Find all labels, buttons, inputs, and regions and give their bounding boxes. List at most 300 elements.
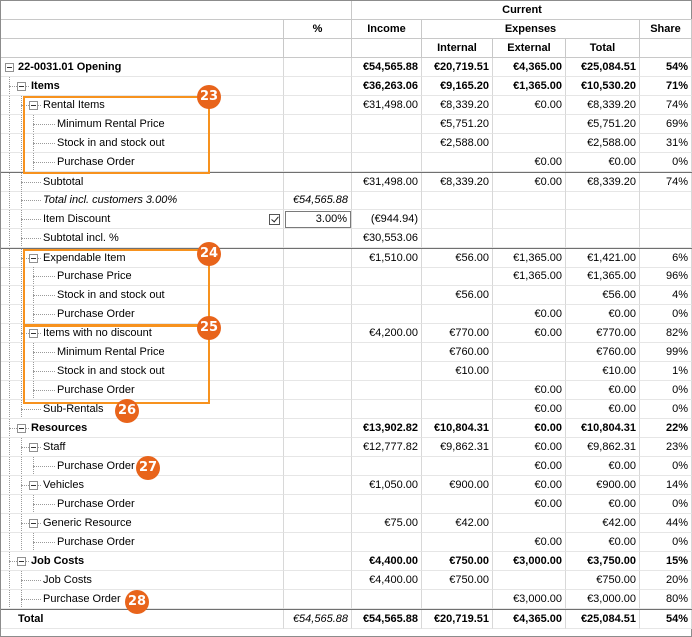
table-row[interactable] [1,286,692,305]
row-name-cell [1,571,284,590]
row-internal-cell: €9,862.31 [422,438,493,457]
callout-number-badge: 23 [197,85,221,109]
tree-guide-line [9,457,10,476]
row-total-cell: €0.00 [566,381,640,400]
row-name-cell [1,210,284,229]
row-external-cell: €4,365.00 [493,58,566,77]
row-internal-cell [422,229,493,248]
row-income-cell [352,134,422,153]
header-blank [352,39,422,58]
row-total-cell: €0.00 [566,153,640,172]
row-label: Purchase Order [43,593,121,605]
row-internal-cell: €2,588.00 [422,134,493,153]
row-pct-cell [284,343,352,362]
discount-percent-input[interactable]: 3.00% [285,211,351,228]
row-total-cell: €9,862.31 [566,438,640,457]
row-internal-cell: €8,339.20 [422,173,493,192]
row-label: Items with no discount [43,327,152,339]
row-external-cell [493,115,566,134]
row-label: Subtotal [43,176,84,188]
tree-guide-line [21,238,41,239]
table-row[interactable] [1,590,692,609]
row-income-cell [352,400,422,419]
table-row[interactable] [1,495,692,514]
tree-guide-line [33,466,55,467]
table-row[interactable] [1,324,692,343]
table-row[interactable] [1,381,692,400]
row-share-cell [640,191,692,210]
tree-guide-line [33,352,55,353]
row-label: Purchase Order [57,156,135,168]
row-name-cell [1,191,284,210]
row-label: Purchase Order [57,536,135,548]
row-income-cell: €36,263.06 [352,77,422,96]
row-income-cell: €4,400.00 [352,571,422,590]
row-pct-cell [284,362,352,381]
collapse-toggle-icon[interactable] [29,443,38,452]
table-row[interactable] [1,153,692,172]
row-total-cell: €25,084.51 [566,58,640,77]
row-pct-cell [284,210,352,229]
row-name-cell [1,381,284,400]
tree-guide-line [21,362,22,381]
row-name-cell [1,305,284,324]
tree-guide-line [9,153,10,172]
tree-guide-line [9,191,10,210]
row-label: Stock in and stock out [57,365,165,377]
tree-guide-line [21,381,22,400]
table-row[interactable] [1,571,692,590]
row-name-cell [1,173,284,192]
row-pct-cell [284,96,352,115]
row-income-cell: €54,565.88 [352,610,422,629]
row-income-cell [352,381,422,400]
collapse-toggle-icon[interactable] [29,481,38,490]
row-share-cell: 69% [640,115,692,134]
row-internal-cell [422,400,493,419]
row-pct-cell [284,267,352,286]
row-share-cell: 14% [640,476,692,495]
row-external-cell: €0.00 [493,400,566,419]
table-row[interactable] [1,191,692,210]
callout-number-badge: 24 [197,242,221,266]
tree-guide-line [9,305,10,324]
row-external-cell: €0.00 [493,438,566,457]
row-internal-cell: €900.00 [422,476,493,495]
row-internal-cell [422,590,493,609]
row-name-cell [1,552,284,571]
row-internal-cell: €10.00 [422,362,493,381]
tree-guide-line [33,371,55,372]
row-name-cell [1,267,284,286]
callout-number-badge: 25 [197,316,221,340]
row-label: Minimum Rental Price [57,118,165,130]
row-pct-cell [284,153,352,172]
tree-guide-line [21,182,41,183]
row-share-cell: 31% [640,134,692,153]
tree-guide-line [33,504,55,505]
tree-guide-line [33,162,55,163]
row-external-cell [493,210,566,229]
row-total-cell: €3,750.00 [566,552,640,571]
tree-guide-line [9,571,10,590]
tree-guide-line [21,495,22,514]
table-row[interactable] [1,552,692,571]
row-label: Total incl. customers 3.00% [43,194,178,206]
row-share-cell: 99% [640,343,692,362]
table-row[interactable] [1,248,692,268]
row-income-cell: €54,565.88 [352,58,422,77]
tree-guide-line [9,115,10,134]
row-external-cell: €4,365.00 [493,610,566,629]
table-row[interactable] [1,343,692,362]
row-pct-cell [284,115,352,134]
row-internal-cell: €20,719.51 [422,58,493,77]
collapse-toggle-icon[interactable] [17,82,26,91]
row-name-cell [1,438,284,457]
row-name-cell [1,153,284,172]
row-label: Items [31,80,60,92]
tree-guide-line [9,400,10,419]
row-internal-cell: €10,804.31 [422,419,493,438]
row-internal-cell: €770.00 [422,324,493,343]
row-share-cell: 0% [640,400,692,419]
tree-guide-line [9,590,10,609]
tree-guide-line [9,476,10,495]
row-external-cell [493,134,566,153]
row-label: Resources [31,422,88,434]
collapse-toggle-icon[interactable] [29,329,38,338]
tree-guide-line [9,229,10,248]
row-share-cell: 74% [640,96,692,115]
tree-guide-line [9,210,10,229]
row-total-cell [566,229,640,248]
header-row-group [1,1,692,20]
row-internal-cell: €5,751.20 [422,115,493,134]
row-share-cell: 0% [640,533,692,552]
row-total-cell: €760.00 [566,343,640,362]
header-external[interactable]: External [493,39,566,58]
tree-guide-line [33,390,55,391]
row-name-cell [1,249,284,268]
header-blank [1,39,284,58]
row-label: Rental Items [43,99,105,111]
callout-number-badge: 26 [115,399,139,423]
table-row[interactable] [1,419,692,438]
header-row-subcolumns [1,39,692,58]
row-pct-cell: €54,565.88 [284,610,352,629]
header-pct[interactable]: % [284,20,352,39]
table-row[interactable] [1,229,692,248]
row-internal-cell: €760.00 [422,343,493,362]
row-label: Minimum Rental Price [57,346,165,358]
row-internal-cell [422,457,493,476]
table-row[interactable] [1,476,692,495]
callout-number-badge: 27 [136,456,160,480]
row-share-cell [640,210,692,229]
row-external-cell: €0.00 [493,381,566,400]
row-income-cell: €12,777.82 [352,438,422,457]
row-external-cell [493,286,566,305]
row-total-cell [566,191,640,210]
row-label: Sub-Rentals [43,403,104,415]
row-label: Purchase Order [57,460,135,472]
row-share-cell: 20% [640,571,692,590]
row-total-cell: €8,339.20 [566,96,640,115]
tree-guide-line [21,115,22,134]
table-row[interactable] [1,305,692,324]
row-total-cell: €770.00 [566,324,640,343]
table-row[interactable] [1,210,692,229]
tree-guide-line [33,276,55,277]
row-income-cell [352,590,422,609]
tree-guide-line [9,134,10,153]
row-external-cell: €1,365.00 [493,249,566,268]
row-income-cell: (€944.94) [352,210,422,229]
tree-guide-line [9,286,10,305]
row-external-cell: €1,365.00 [493,267,566,286]
row-external-cell: €0.00 [493,419,566,438]
table-row[interactable] [1,58,692,77]
row-pct-cell [284,476,352,495]
table-row[interactable] [1,362,692,381]
tree-guide-line [21,409,41,410]
row-income-cell: €1,510.00 [352,249,422,268]
tree-guide-line [33,295,55,296]
tree-guide-line [21,580,41,581]
row-income-cell: €4,400.00 [352,552,422,571]
row-share-cell: 74% [640,173,692,192]
tree-guide-line [9,267,10,286]
row-income-cell [352,286,422,305]
row-external-cell: €0.00 [493,533,566,552]
row-name-cell [1,362,284,381]
row-share-cell: 80% [640,590,692,609]
row-share-cell: 0% [640,495,692,514]
row-income-cell [352,267,422,286]
row-income-cell [352,495,422,514]
table-row[interactable] [1,267,692,286]
row-name-cell [1,77,284,96]
tree-guide-line [9,514,10,533]
row-external-cell: €0.00 [493,96,566,115]
row-external-cell [493,229,566,248]
row-share-cell: 0% [640,305,692,324]
row-external-cell: €1,365.00 [493,77,566,96]
row-total-cell [566,210,640,229]
table-row[interactable] [1,115,692,134]
row-share-cell: 0% [640,381,692,400]
row-total-cell: €10,530.20 [566,77,640,96]
row-total-cell: €8,339.20 [566,173,640,192]
header-internal[interactable]: Internal [422,39,493,58]
tree-guide-line [21,286,22,305]
row-total-cell: €42.00 [566,514,640,533]
table-row[interactable] [1,514,692,533]
row-pct-cell [284,457,352,476]
row-label: Job Costs [31,555,85,567]
row-label: Stock in and stock out [57,289,165,301]
row-label: Job Costs [43,574,92,586]
table-row[interactable] [1,533,692,552]
table-row[interactable] [1,457,692,476]
row-name-cell [1,343,284,362]
tree-guide-line [21,305,22,324]
row-total-cell: €1,365.00 [566,267,640,286]
row-income-cell [352,305,422,324]
table-row[interactable] [1,609,692,629]
row-name-cell [1,134,284,153]
row-external-cell [493,362,566,381]
row-internal-cell [422,267,493,286]
row-share-cell: 0% [640,153,692,172]
row-internal-cell: €20,719.51 [422,610,493,629]
row-name-cell [1,495,284,514]
collapse-toggle-icon[interactable] [17,557,26,566]
row-label: 22-0031.01 Opening [18,61,122,73]
tree-guide-line [33,124,55,125]
table-row[interactable] [1,77,692,96]
row-label: Subtotal incl. % [43,232,119,244]
row-internal-cell: €750.00 [422,571,493,590]
row-label: Staff [43,441,66,453]
row-pct-cell [284,249,352,268]
tree-guide-line [21,343,22,362]
row-share-cell: 6% [640,249,692,268]
row-external-cell: €0.00 [493,153,566,172]
row-share-cell: 71% [640,77,692,96]
tree-guide-line [33,314,55,315]
tree-guide-line [21,134,22,153]
header-share[interactable]: Share [640,20,692,39]
row-pct-cell [284,77,352,96]
discount-checkbox[interactable] [269,214,280,225]
row-share-cell: 54% [640,58,692,77]
row-share-cell: 15% [640,552,692,571]
row-pct-cell [284,305,352,324]
row-name-cell [1,58,284,77]
row-income-cell: €31,498.00 [352,96,422,115]
header-blank [640,39,692,58]
row-name-cell [1,115,284,134]
row-share-cell: 0% [640,457,692,476]
row-external-cell: €3,000.00 [493,590,566,609]
tree-guide-line [33,143,55,144]
row-name-cell [1,514,284,533]
collapse-toggle-icon[interactable] [29,254,38,263]
row-internal-cell: €750.00 [422,552,493,571]
row-label: Purchase Order [57,308,135,320]
tree-guide-line [9,324,10,343]
tree-guide-line [21,267,22,286]
header-income[interactable]: Income [352,20,422,39]
header-total[interactable]: Total [566,39,640,58]
collapse-toggle-icon[interactable] [5,63,14,72]
table-row[interactable] [1,400,692,419]
row-total-cell: €750.00 [566,571,640,590]
row-external-cell: €0.00 [493,457,566,476]
row-pct-cell [284,552,352,571]
row-external-cell: €0.00 [493,173,566,192]
row-pct-cell [284,324,352,343]
table-row[interactable] [1,172,692,192]
row-income-cell [352,191,422,210]
row-share-cell: 44% [640,514,692,533]
row-internal-cell [422,495,493,514]
row-total-cell: €56.00 [566,286,640,305]
row-label: Total [18,613,44,625]
row-internal-cell [422,381,493,400]
row-internal-cell: €8,339.20 [422,96,493,115]
collapse-toggle-icon[interactable] [29,101,38,110]
tree-guide-line [9,343,10,362]
row-name-cell [1,533,284,552]
row-pct-cell [284,533,352,552]
row-income-cell: €1,050.00 [352,476,422,495]
row-pct-cell [284,286,352,305]
row-label: Purchase Order [57,384,135,396]
row-internal-cell [422,305,493,324]
tree-guide-line [33,542,55,543]
row-income-cell [352,343,422,362]
row-external-cell: €0.00 [493,324,566,343]
row-share-cell: 54% [640,610,692,629]
row-internal-cell [422,153,493,172]
collapse-toggle-icon[interactable] [17,424,26,433]
tree-guide-line [9,438,10,457]
row-total-cell: €0.00 [566,533,640,552]
row-total-cell: €0.00 [566,457,640,476]
row-share-cell: 82% [640,324,692,343]
row-income-cell: €4,200.00 [352,324,422,343]
header-blank [284,39,352,58]
row-pct-cell [284,381,352,400]
row-share-cell [640,229,692,248]
row-internal-cell [422,210,493,229]
row-total-cell: €0.00 [566,305,640,324]
row-share-cell: 22% [640,419,692,438]
row-internal-cell: €56.00 [422,286,493,305]
collapse-toggle-icon[interactable] [29,519,38,528]
row-income-cell [352,362,422,381]
tree-guide-line [21,219,41,220]
table-row[interactable] [1,96,692,115]
row-income-cell: €31,498.00 [352,173,422,192]
row-total-cell: €10,804.31 [566,419,640,438]
tree-guide-line [21,200,41,201]
row-total-cell: €0.00 [566,400,640,419]
tree-guide-line [9,362,10,381]
row-internal-cell: €56.00 [422,249,493,268]
table-row[interactable] [1,134,692,153]
row-pct-cell [284,400,352,419]
row-income-cell: €13,902.82 [352,419,422,438]
row-income-cell: €30,553.06 [352,229,422,248]
header-current: Current [352,1,692,20]
row-label: Expendable Item [43,252,126,264]
tree-guide-line [9,96,10,115]
row-external-cell: €0.00 [493,495,566,514]
row-internal-cell: €42.00 [422,514,493,533]
row-total-cell: €900.00 [566,476,640,495]
row-label: Purchase Price [57,270,132,282]
callout-number-badge: 28 [125,590,149,614]
row-external-cell [493,514,566,533]
row-pct-cell [284,419,352,438]
row-share-cell: 96% [640,267,692,286]
row-total-cell: €10.00 [566,362,640,381]
table-row[interactable] [1,438,692,457]
